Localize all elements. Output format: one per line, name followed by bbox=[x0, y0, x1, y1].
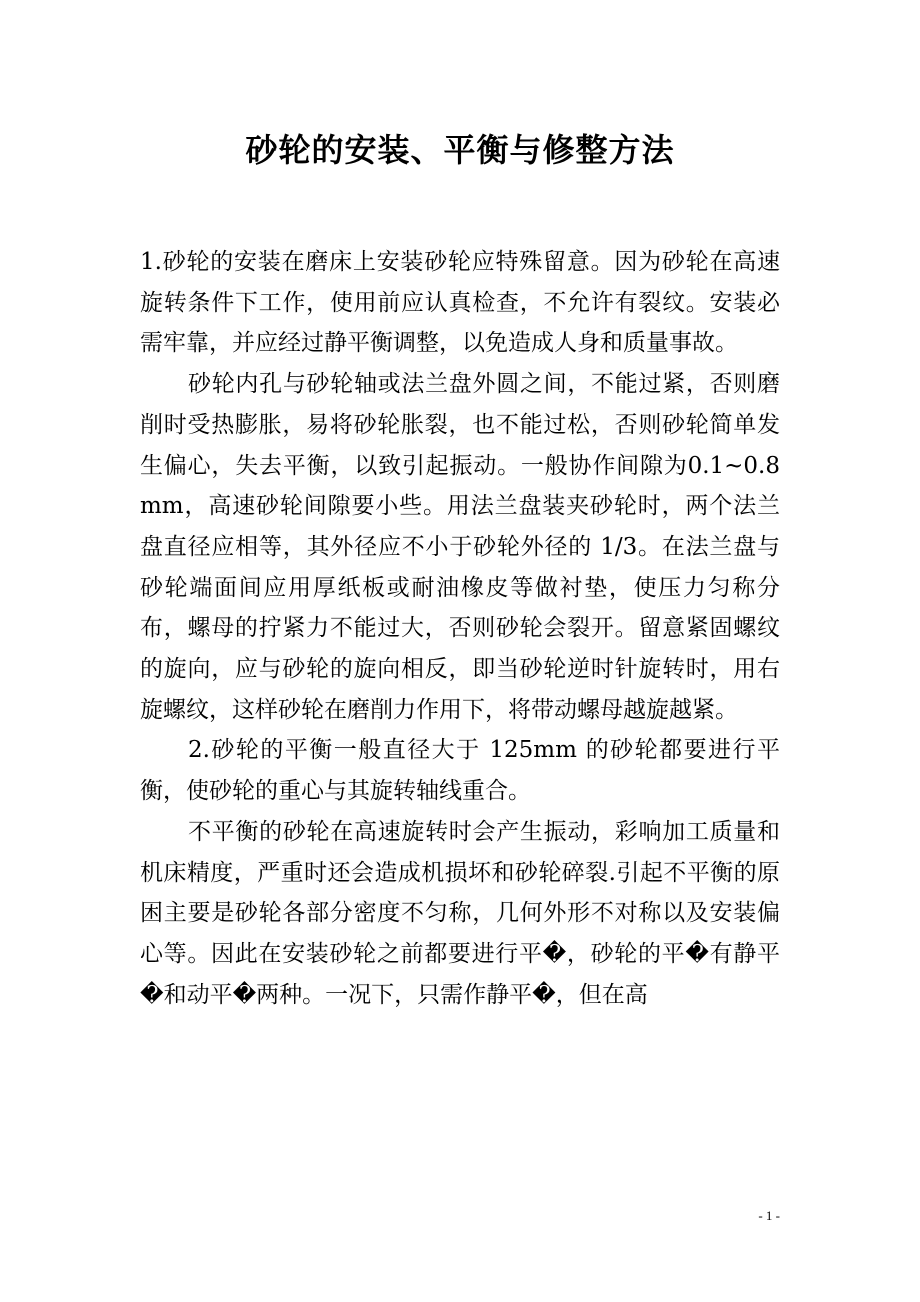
paragraph-imbalance: 不平衡的砂轮在高速旋转时会产生振动，彩响加工质量和机床精度，严重时还会造成机损坏和砂轮碎裂.引起不平衡的原困主要是砂轮各部分密度不匀称，几何外形不对称以及安装偏心等。因此在安装砂轮之前都要进行平�，砂轮的平�有静平�和动平�两种。一况下，只需作静平�，但在高 bbox=[140, 818, 780, 1008]
page-number: - 1 - bbox=[758, 1208, 780, 1223]
document-title: 砂轮的安装、平衡与修整方法 bbox=[245, 131, 675, 169]
document-body bbox=[140, 242, 780, 1015]
paragraph-balance-intro: 2.砂轮的平衡一般直径大于 125mm 的砂轮都要进行平衡，使砂轮的重心与其旋转轴线重合。 bbox=[140, 737, 780, 805]
paragraph-installation: 1.砂轮的安装在磨床上安装砂轮应特殊留意。因为砂轮在高速旋转条件下工作，使用前应认真检查，不允许有裂纹。安装必需牢靠，并应经过静平衡调整，以免造成人身和质量事故。 bbox=[140, 249, 780, 357]
paragraph-clearance: 砂轮内孔与砂轮轴或法兰盘外圆之间，不能过紧，否则磨削时受热膨胀，易将砂轮胀裂，也不能过松，否则砂轮简单发生偏心，失去平衡，以致引起振动。一般协作间隙为0.1~0.8mm，高速砂轮间隙要小些。用法兰盘装夹砂轮时，两个法兰盘直径应相等，其外径应不小于砂轮外径的 1/3。在法兰盘与砂轮端面间应用厚纸板或耐油橡皮等做衬垫，使压力匀称分布，螺母的拧紧力不能过大，否则砂轮会裂开。留意紧固螺纹的旋向，应与砂轮的旋向相反，即当砂轮逆时针旋转时，用右旋螺纹，这样砂轮在磨削力作用下，将带动螺母越旋越紧。 bbox=[140, 371, 780, 723]
